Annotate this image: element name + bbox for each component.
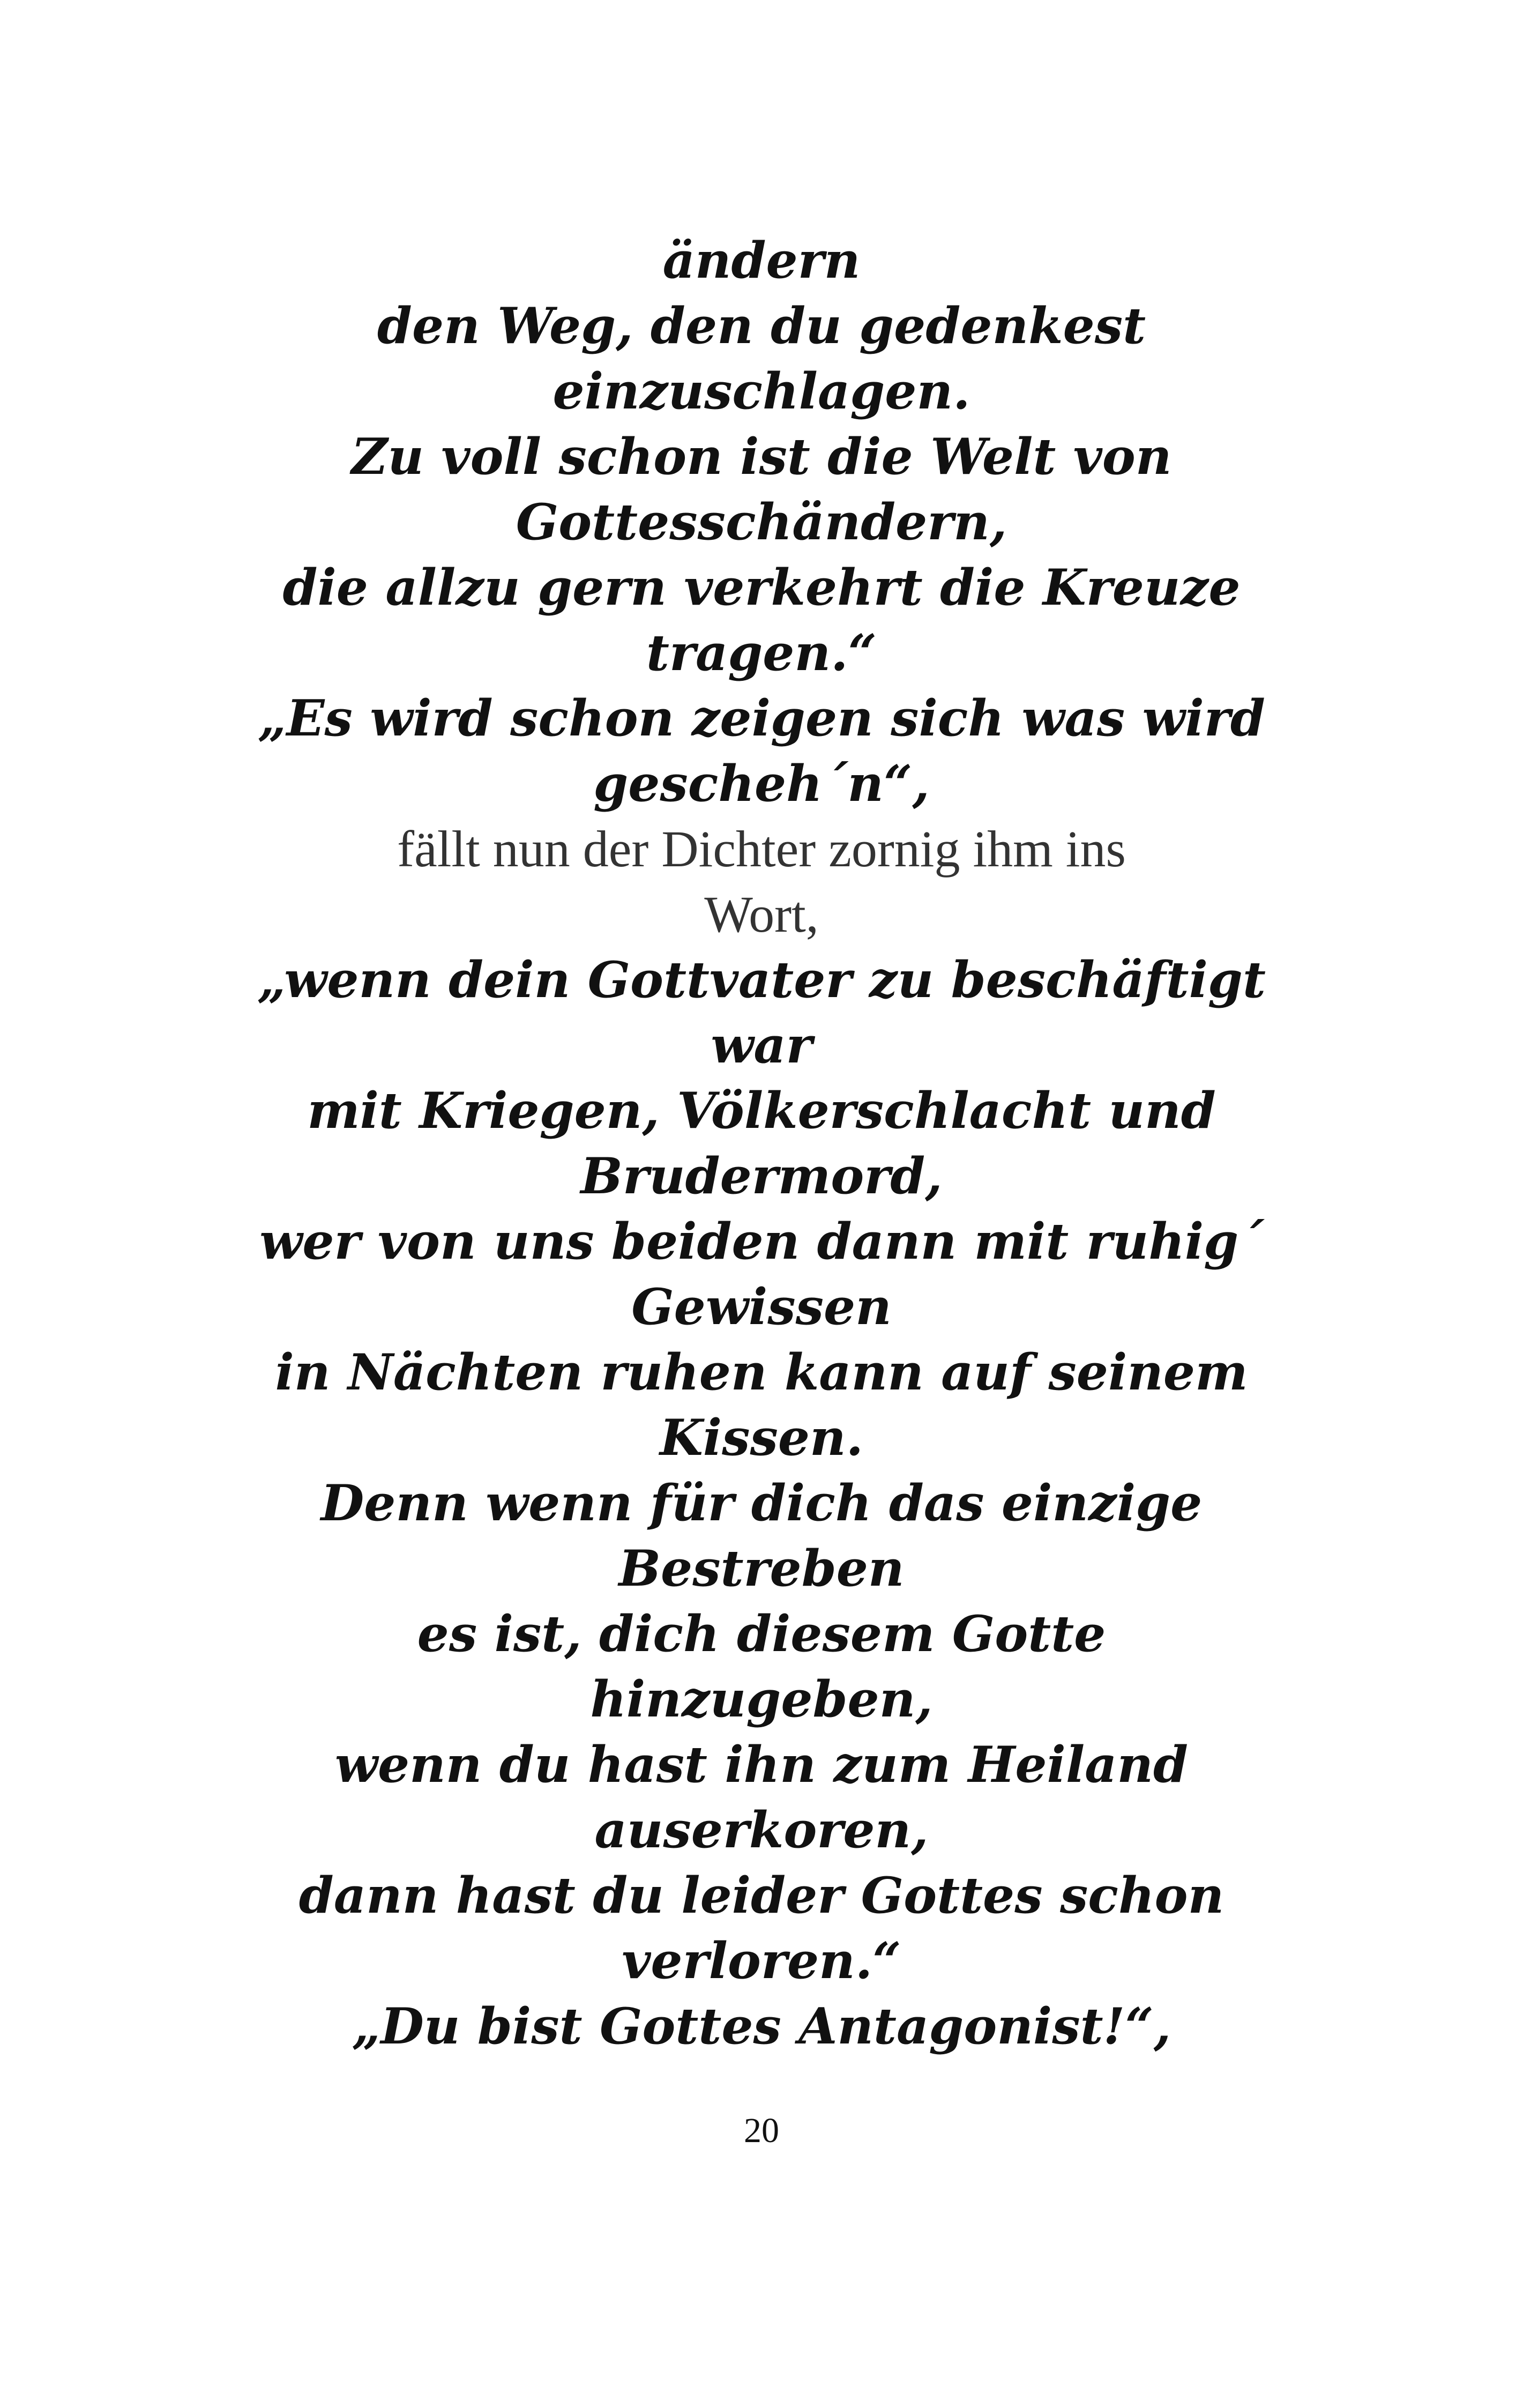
poem-line: Brudermord, <box>580 1147 943 1205</box>
poem-line: die allzu gern verkehrt die Kreuze <box>282 558 1241 616</box>
poem-line: gescheh´n“, <box>593 754 930 813</box>
poem-line: Zu voll schon ist die Welt von <box>351 427 1172 486</box>
poem-line: wer von uns beiden dann mit ruhig´ <box>259 1212 1264 1270</box>
page-number: 20 <box>744 2111 779 2150</box>
poem-line: den Weg, den du gedenkest <box>377 296 1146 355</box>
poem-line: hinzugeben, <box>590 1670 933 1728</box>
poem-line: Gottesschändern, <box>516 493 1007 551</box>
poem-line: verloren.“ <box>622 1931 901 1990</box>
poem-line: war <box>711 1016 812 1074</box>
poem-line: ändern <box>662 231 861 289</box>
poem-line: einzuschlagen. <box>553 362 970 420</box>
poem-line: wenn du hast ihn zum Heiland <box>334 1735 1189 1794</box>
poem-line-narration: Wort, <box>704 886 819 943</box>
poem-line-narration: fällt nun der Dichter zornig ihm ins <box>397 820 1126 878</box>
poem-line: Gewissen <box>631 1277 892 1336</box>
poem-line: Kissen. <box>659 1408 864 1467</box>
poem-line: „Es wird schon zeigen sich was wird <box>258 689 1265 747</box>
poem-line: mit Kriegen, Völkerschlacht und <box>307 1081 1216 1140</box>
poem-line: dann hast du leider Gottes schon <box>298 1866 1225 1924</box>
poem-line: „Du bist Gottes Antagonist!“, <box>352 1997 1171 2055</box>
poem-line: tragen.“ <box>646 623 877 682</box>
poem-line: auserkoren, <box>594 1801 929 1859</box>
poem-line: Denn wenn für dich das einzige <box>320 1474 1203 1532</box>
poem-line: Bestreben <box>618 1539 905 1597</box>
poem-line: in Nächten ruhen kann auf seinem <box>275 1343 1248 1401</box>
poem-line: „wenn dein Gottvater zu beschäftigt <box>257 950 1266 1009</box>
poem-line: es ist, dich diesem Gotte <box>417 1604 1106 1663</box>
poem-text-block <box>0 228 1523 2059</box>
